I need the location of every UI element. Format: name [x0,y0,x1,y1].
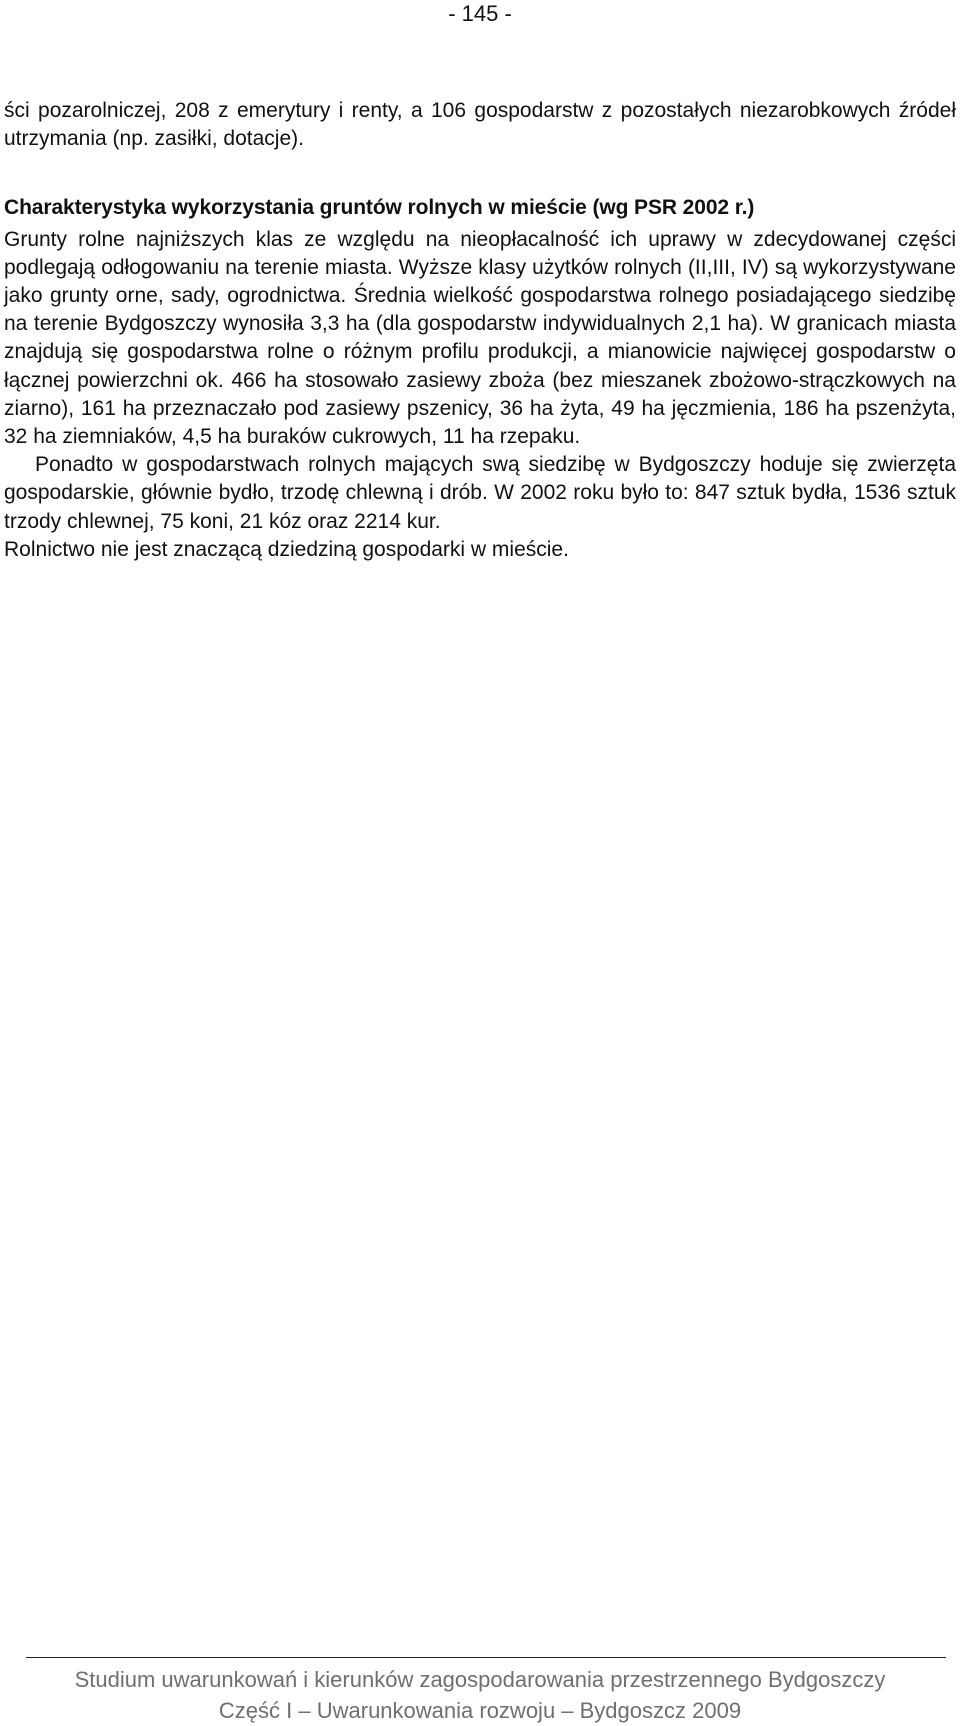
paragraph-conclusion: Rolnictwo nie jest znaczącą dziedziną gospodarki w mieście. [4,537,569,561]
page-number: - 145 - [448,1,512,26]
section-heading: Charakterystyka wykorzystania gruntów rolnych w mieście (wg PSR 2002 r.) [4,196,755,220]
paragraph-land-use: Grunty rolne najniższych klas ze względu na nieopłacalność ich uprawy w zdecydowanej części podlegają odłogowaniu na terenie miasta. Wyższe klasy użytków rolnych (II,III, IV) są wykorzystywane jako grunty orne, sady, ogrodnictwa. Średnia wielkość gospodarstwa rolnego posiadającego siedzibę na terenie Bydgoszczy wynosiła 3,3 ha (dla gospodarstw indywidualnych 2,1 ha). W granicach miasta znajdują się gospodarstwa rolne o różnym profilu produkcji, a mianowicie najwięcej gospodarstw o łącznej powierzchni ok. 466 ha stosowało zasiewy zboża (bez mieszanek zbożowo-strączkowych na ziarno), 161 ha przeznaczało pod zasiewy pszenicy, 36 ha żyta, 49 ha jęczmienia, 186 ha pszenżyta, 32 ha ziemniaków, 4,5 ha buraków cukrowych, 11 ha rzepaku. [4,227,956,449]
footer-divider [26,1657,946,1658]
intro-paragraph: ści pozarolniczej, 208 z emerytury i renty, a 106 gospodarstw z pozostałych niezarobkowych źródeł utrzymania (np. zasiłki, dotacje). [4,99,956,151]
paragraph-livestock: Ponadto w gospodarstwach rolnych mających swą siedzibę w Bydgoszczy hoduje się zwierzęta gospodarskie, głównie bydło, trzodę chlewną i drób. W 2002 roku było to: 847 sztuk bydła, 1536 sztuk trzody chlewnej, 75 koni, 21 kóz oraz 2214 kur. [4,453,956,533]
document-body [4,97,956,564]
footer-subtitle: Część I – Uwarunkowania rozwoju – Bydgoszcz 2009 [218,1698,742,1723]
footer-title: Studium uwarunkowań i kierunków zagospodarowania przestrzennego Bydgoszczy [74,1667,886,1692]
page-footer [0,1664,960,1726]
